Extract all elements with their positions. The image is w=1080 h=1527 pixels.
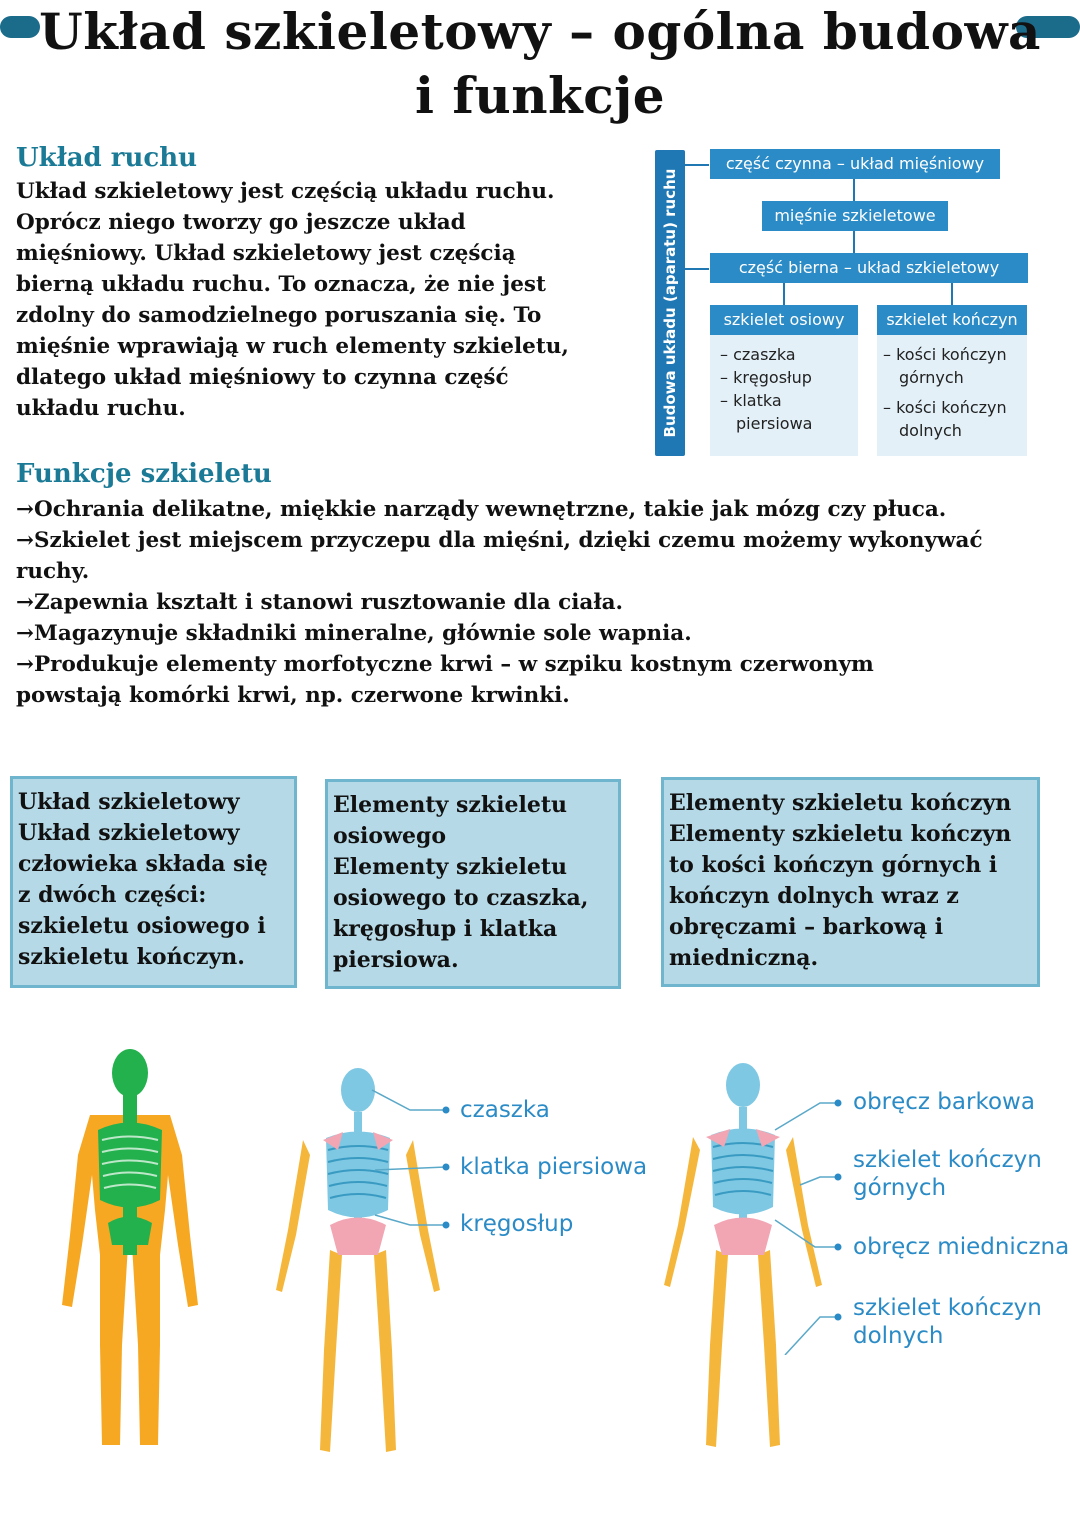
connector-line — [853, 231, 855, 253]
function-line: →Ochrania delikatne, miękkie narządy wewnętrzne, takie jak mózg czy płuca. — [16, 497, 947, 522]
skeleton2-leader-lines — [370, 1085, 460, 1235]
box-line: obręczami – barkową i — [669, 914, 944, 940]
connector-line — [783, 283, 785, 305]
list-item: górnych — [899, 368, 964, 387]
title-bar — [0, 0, 1080, 130]
funkcje-list — [16, 494, 1066, 711]
box-line: miedniczną. — [669, 945, 819, 971]
box-line: Elementy szkieletu — [333, 792, 567, 818]
muscles-box: mięśnie szkieletowe — [762, 201, 948, 231]
paragraph-line: bierną układu ruchu. To oznacza, że nie jest — [16, 272, 546, 297]
label-line: szkielet kończyn — [853, 1295, 1042, 1321]
function-line: ruchy. — [16, 559, 90, 584]
limb-skeleton-list — [877, 335, 1027, 456]
list-item: dolnych — [899, 421, 962, 440]
info-box-osiowy — [325, 779, 621, 989]
label-line: górnych — [853, 1175, 947, 1201]
title-line-1: Układ szkieletowy – ogólna budowa — [39, 2, 1041, 61]
paragraph-line: mięśnie wprawiają w ruch elementy szkieletu, — [16, 334, 569, 359]
function-line: →Magazynuje składniki mineralne, głównie sole wapnia. — [16, 621, 692, 646]
box-line: kręgosłup i klatka — [333, 916, 558, 942]
uklad-ruchu-paragraph — [16, 176, 646, 424]
box-line: Układ szkieletowy — [18, 789, 240, 815]
label-obrecz-miedniczna: obręcz miedniczna — [853, 1234, 1070, 1260]
structure-diagram — [655, 148, 1035, 460]
box-line: piersiowa. — [333, 947, 459, 973]
paragraph-line: zdolny do samodzielnego poruszania się. To — [16, 303, 542, 328]
label-szkielet-konczyn-dolnych — [853, 1294, 1042, 1350]
limb-skeleton-box: szkielet kończyn — [877, 305, 1027, 335]
list-item: piersiowa — [736, 414, 813, 433]
list-item: – klatka — [720, 391, 782, 410]
function-line: powstają komórki krwi, np. czerwone krwinki. — [16, 683, 570, 708]
list-item: – kości kończyn — [883, 345, 1007, 364]
list-item: – kręgosłup — [720, 368, 812, 387]
label-klatka-piersiowa: klatka piersiowa — [460, 1154, 648, 1180]
axial-skeleton-box: szkielet osiowy — [710, 305, 858, 335]
label-obrecz-barkowa: obręcz barkowa — [853, 1089, 1035, 1115]
list-item: – kości kończyn — [883, 398, 1007, 417]
skeleton-colored-figure — [60, 1045, 200, 1465]
box-line: Elementy szkieletu kończyn — [669, 821, 1012, 847]
connector-line — [685, 268, 709, 270]
list-item: – czaszka — [720, 345, 796, 364]
connector-line — [951, 283, 953, 305]
box-line: Elementy szkieletu — [333, 854, 567, 880]
paragraph-line: mięśniowy. Układ szkieletowy jest częścią — [16, 241, 516, 266]
box-line: kończyn dolnych wraz z — [669, 883, 959, 909]
axial-skeleton-list — [710, 335, 858, 456]
box-line: osiowego — [333, 823, 447, 849]
label-line: szkielet kończyn — [853, 1147, 1042, 1173]
info-box-uklad — [10, 776, 297, 988]
box-line: z dwóch części: — [18, 882, 207, 908]
label-line: dolnych — [853, 1323, 944, 1349]
paragraph-line: Oprócz niego tworzy go jeszcze układ — [16, 210, 466, 235]
box-line: osiowego to czaszka, — [333, 885, 589, 911]
paragraph-line: Układ szkieletowy jest częścią układu ruchu. — [16, 179, 555, 204]
page-title — [0, 0, 1080, 128]
active-part-box: część czynna – układ mięśniowy — [710, 149, 1000, 179]
info-box-konczyn — [661, 777, 1040, 987]
label-szkielet-konczyn-gornych — [853, 1146, 1042, 1202]
function-line: →Zapewnia kształt i stanowi rusztowanie dla ciała. — [16, 590, 624, 615]
connector-line — [685, 164, 709, 166]
function-line: →Szkielet jest miejscem przyczepu dla mięśni, dzięki czemu możemy wykonywać — [16, 528, 983, 553]
label-kregoslup: kręgosłup — [460, 1211, 574, 1237]
diagram-vertical-label: Budowa układu (aparatu) ruchu — [661, 168, 679, 438]
box-line: człowieka składa się — [18, 851, 268, 877]
box-line: szkieletu kończyn. — [18, 944, 245, 970]
box-line: Elementy szkieletu kończyn — [669, 790, 1012, 816]
box-line: Układ szkieletowy — [18, 820, 240, 846]
box-line: szkieletu osiowego i — [18, 913, 266, 939]
connector-line — [853, 179, 855, 201]
paragraph-line: dlatego układ mięśniowy to czynna część — [16, 365, 509, 390]
section-heading-uklad-ruchu: Układ ruchu — [16, 143, 198, 173]
function-line: →Produkuje elementy morfotyczne krwi – w szpiku kostnym czerwonym — [16, 652, 874, 677]
skeleton3-leader-lines — [770, 1085, 850, 1355]
label-czaszka: czaszka — [460, 1097, 550, 1123]
paragraph-line: układu ruchu. — [16, 396, 186, 421]
box-line: to kości kończyn górnych i — [669, 852, 998, 878]
title-line-2: i funkcje — [414, 66, 666, 125]
passive-part-box: część bierna – układ szkieletowy — [710, 253, 1028, 283]
section-heading-funkcje: Funkcje szkieletu — [16, 459, 272, 489]
